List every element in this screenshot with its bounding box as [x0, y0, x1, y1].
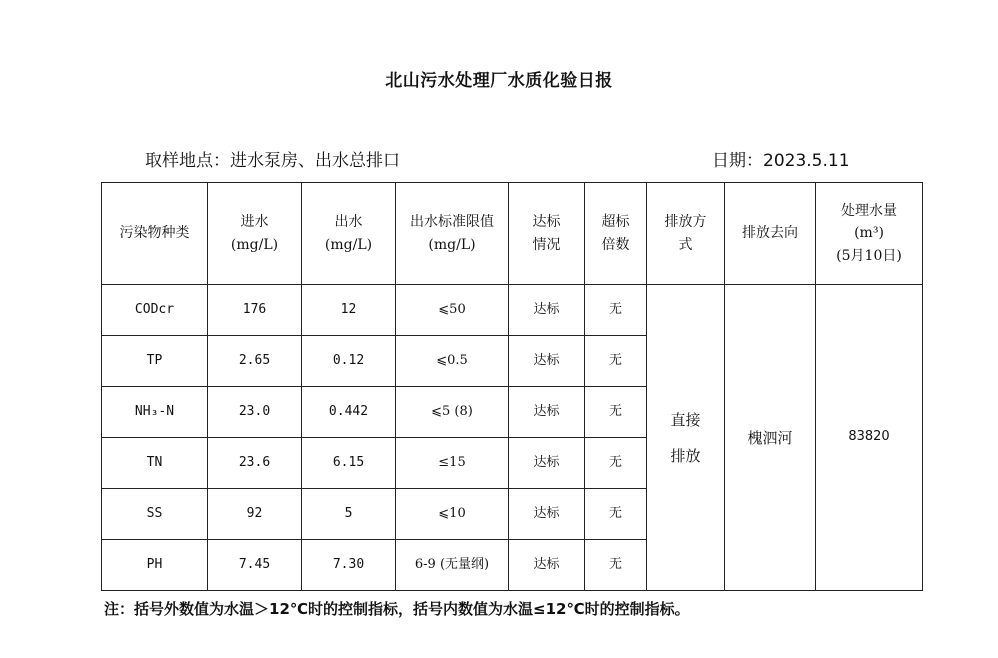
cell-status: 达标 [509, 336, 585, 387]
header-inflow: 进水 (mg/L) [208, 183, 302, 285]
cell-outflow: 12 [302, 285, 396, 336]
header-discharge-to: 排放去向 [725, 183, 816, 285]
table-header-row [102, 183, 923, 285]
cell-status: 达标 [509, 540, 585, 591]
header-volume: 处理水量 (m³) (5月10日) [816, 183, 923, 285]
table-row [102, 285, 923, 336]
footnote: 注：括号外数值为水温＞12℃时的控制指标，括号内数值为水温≤12℃时的控制指标。 [104, 600, 690, 618]
cell-inflow: 7.45 [208, 540, 302, 591]
cell-limit: ≤15 [396, 438, 509, 489]
header-outflow: 出水 (mg/L) [302, 183, 396, 285]
cell-discharge-to: 槐泗河 [725, 285, 816, 591]
cell-pollutant: SS [102, 489, 208, 540]
cell-discharge-mode: 直接 排放 [647, 285, 725, 591]
cell-pollutant: NH₃-N [102, 387, 208, 438]
cell-pollutant: PH [102, 540, 208, 591]
cell-outflow: 6.15 [302, 438, 396, 489]
cell-outflow: 7.30 [302, 540, 396, 591]
header-pollutant: 污染物种类 [102, 183, 208, 285]
header-discharge-mode: 排放方 式 [647, 183, 725, 285]
cell-pollutant: CODcr [102, 285, 208, 336]
cell-status: 达标 [509, 489, 585, 540]
cell-outflow: 0.12 [302, 336, 396, 387]
cell-limit: ⩽5 (8) [396, 387, 509, 438]
cell-status: 达标 [509, 285, 585, 336]
cell-exceed: 无 [585, 387, 647, 438]
cell-inflow: 23.0 [208, 387, 302, 438]
water-quality-table [101, 182, 923, 591]
header-limit: 出水标准限值 (mg/L) [396, 183, 509, 285]
cell-exceed: 无 [585, 438, 647, 489]
cell-inflow: 23.6 [208, 438, 302, 489]
cell-inflow: 2.65 [208, 336, 302, 387]
cell-pollutant: TP [102, 336, 208, 387]
cell-exceed: 无 [585, 489, 647, 540]
header-exceed: 超标 倍数 [585, 183, 647, 285]
cell-exceed: 无 [585, 540, 647, 591]
cell-exceed: 无 [585, 285, 647, 336]
cell-status: 达标 [509, 387, 585, 438]
cell-outflow: 0.442 [302, 387, 396, 438]
cell-limit: ⩽0.5 [396, 336, 509, 387]
report-title: 北山污水处理厂水质化验日报 [385, 71, 613, 91]
sampling-location: 取样地点：进水泵房、出水总排口 [145, 151, 400, 171]
cell-exceed: 无 [585, 336, 647, 387]
cell-limit: ⩽10 [396, 489, 509, 540]
cell-pollutant: TN [102, 438, 208, 489]
cell-outflow: 5 [302, 489, 396, 540]
cell-status: 达标 [509, 438, 585, 489]
cell-inflow: 176 [208, 285, 302, 336]
cell-limit: 6-9 (无量纲) [396, 540, 509, 591]
cell-inflow: 92 [208, 489, 302, 540]
cell-volume: 83820 [816, 285, 923, 591]
header-compliance: 达标 情况 [509, 183, 585, 285]
cell-limit: ⩽50 [396, 285, 509, 336]
report-date: 日期：2023.5.11 [712, 151, 850, 171]
